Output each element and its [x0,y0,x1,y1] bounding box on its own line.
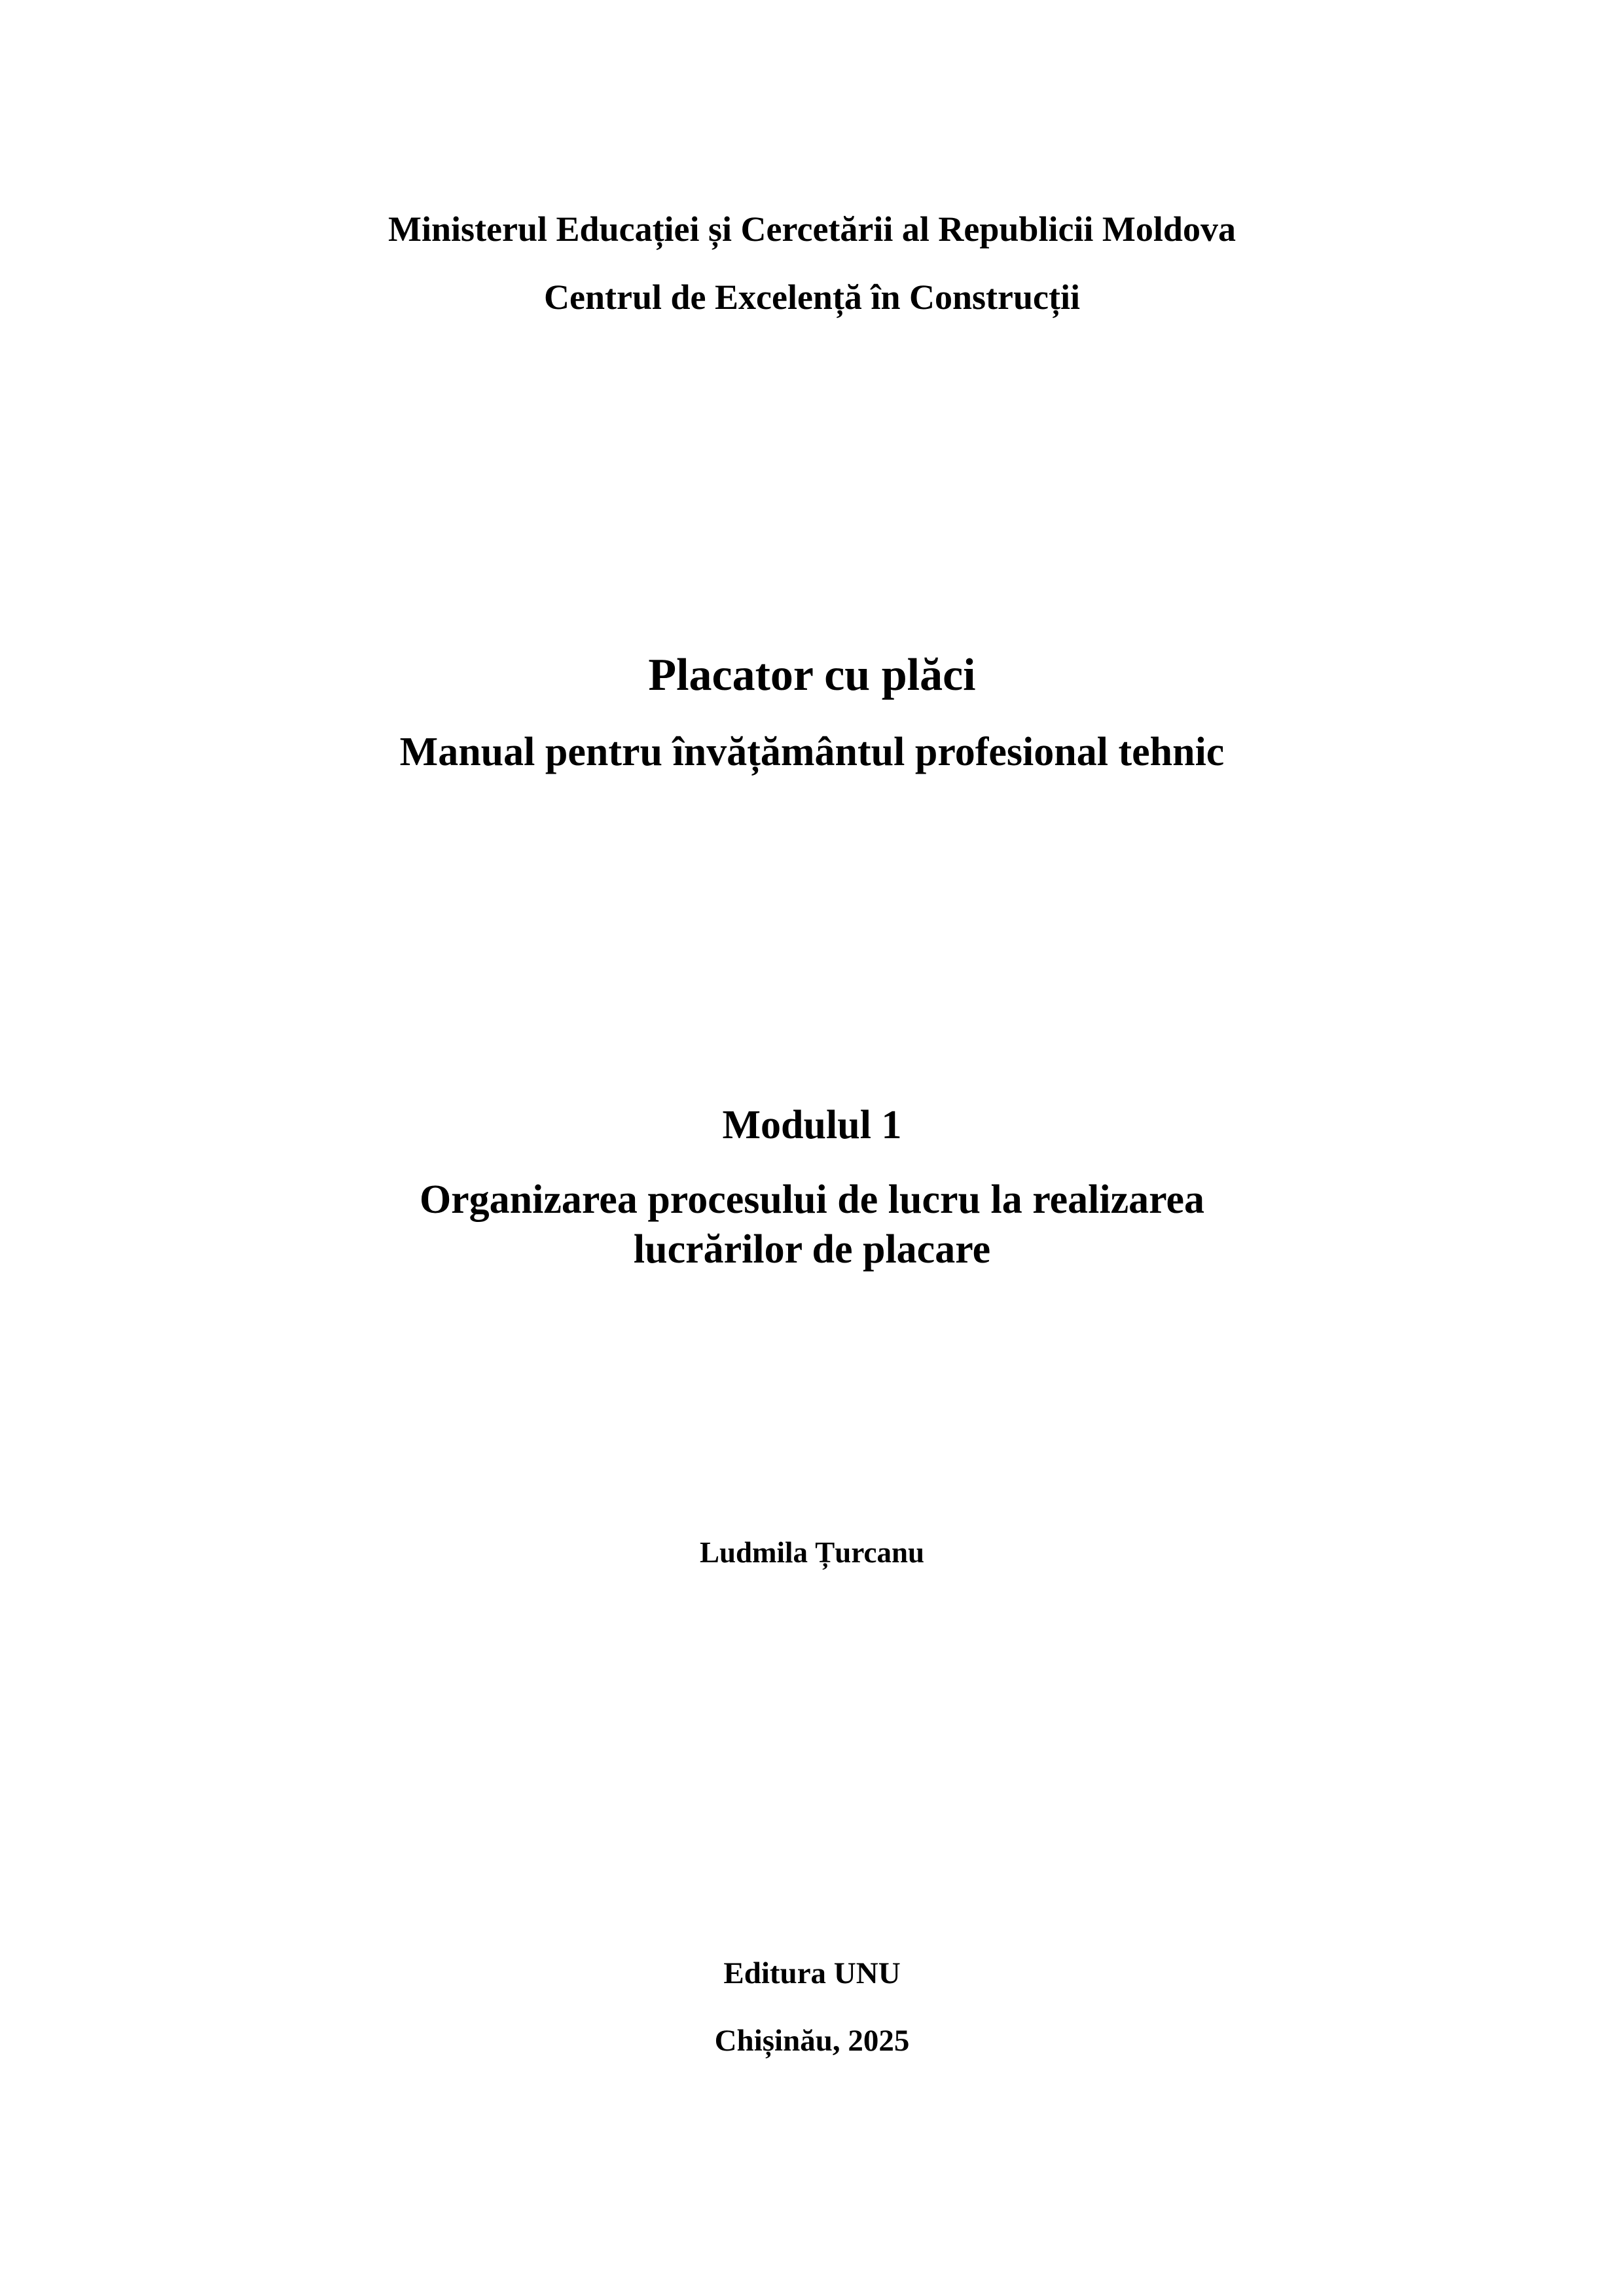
author-name: Ludmila Țurcanu [699,1536,925,1569]
module-title-line-1: Organizarea procesului de lucru la realizarea [419,1177,1205,1222]
module-title [0,1175,1624,1274]
ministry-name: Ministerul Educației și Cercetării al Republicii Moldova [388,209,1236,249]
book-title: Placator cu plăci [648,650,976,700]
publisher-name: Editura UNU [723,1956,901,1990]
book-subtitle: Manual pentru învățământul profesional tehnic [399,730,1225,774]
place-and-year: Chișinău, 2025 [714,2024,910,2058]
module-label: Modulul 1 [722,1103,902,1147]
center-name: Centrul de Excelență în Construcții [544,278,1080,317]
module-title-line-2: lucrărilor de placare [633,1227,991,1272]
